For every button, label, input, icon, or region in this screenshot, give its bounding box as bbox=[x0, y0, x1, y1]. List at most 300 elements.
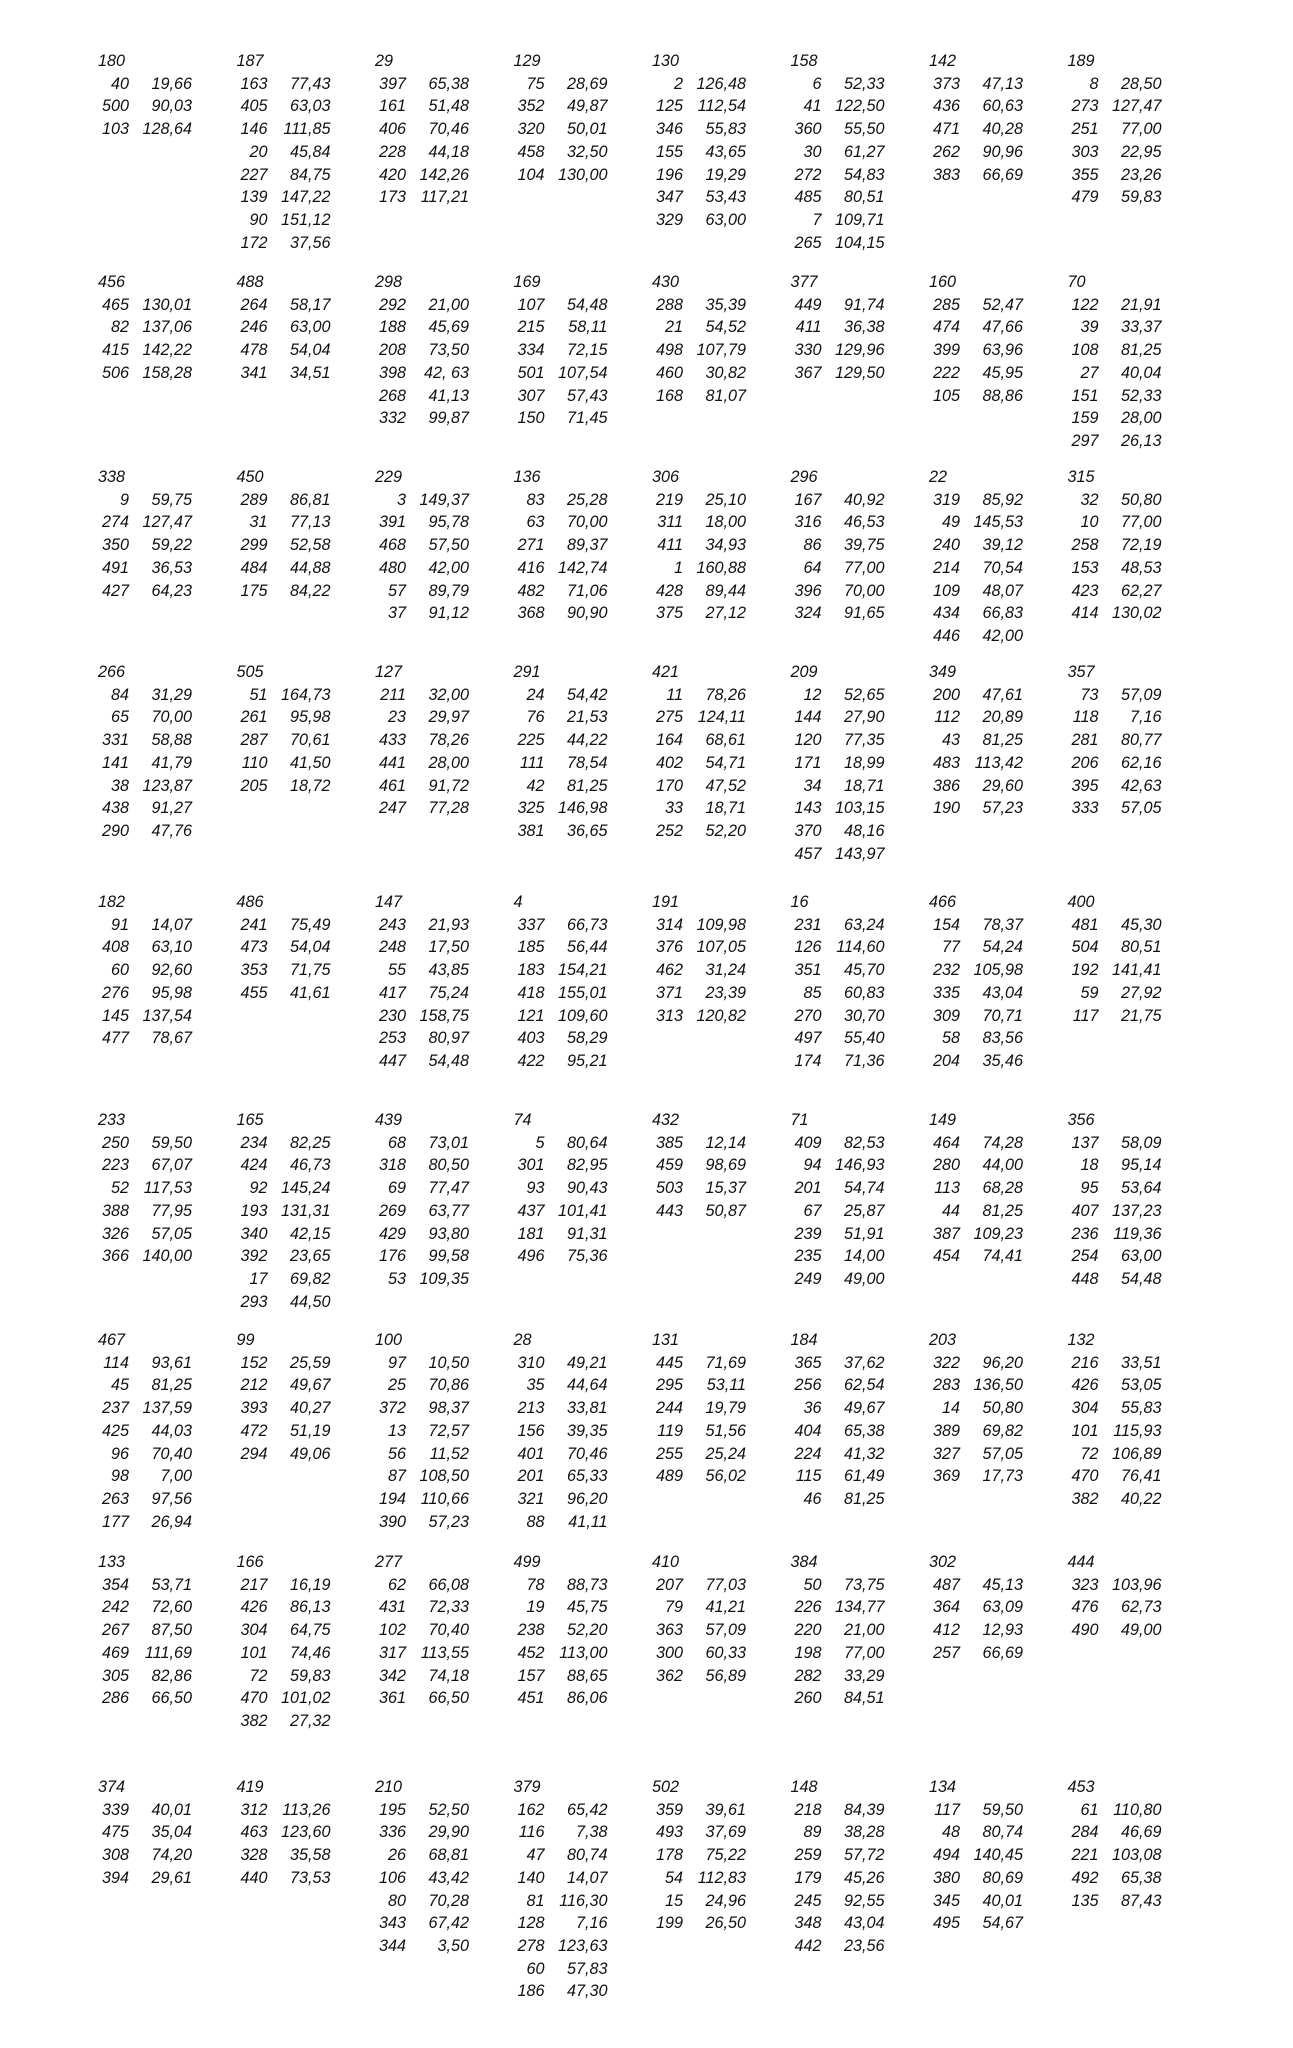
entry-row bbox=[1068, 1619, 1162, 1642]
entry-row bbox=[237, 209, 331, 232]
entry-row bbox=[652, 1596, 746, 1619]
entry-row bbox=[98, 914, 192, 937]
entry-value: 55,83 bbox=[705, 120, 746, 139]
entry-number: 36 bbox=[803, 1399, 822, 1418]
entry-block bbox=[1068, 466, 1207, 661]
entry-row bbox=[98, 1511, 192, 1534]
entry-value: 70,46 bbox=[428, 120, 469, 139]
block-header: 209 bbox=[790, 663, 818, 681]
entry-row bbox=[1068, 1352, 1162, 1375]
entry-row bbox=[375, 684, 469, 707]
entry-value: 81,25 bbox=[566, 776, 608, 795]
entry-number: 438 bbox=[101, 799, 129, 818]
entry-number: 241 bbox=[240, 915, 268, 934]
entry-value: 76,41 bbox=[1120, 1467, 1162, 1486]
entry-row bbox=[929, 1374, 1023, 1397]
entry-block bbox=[98, 466, 237, 661]
entry-row bbox=[237, 1821, 331, 1844]
entry-value: 113,26 bbox=[282, 1800, 331, 1819]
entry-number: 253 bbox=[378, 1029, 406, 1048]
entry-value: 35,46 bbox=[982, 1051, 1023, 1070]
entry-value: 20,89 bbox=[982, 708, 1023, 727]
entry-value: 80,97 bbox=[428, 1029, 469, 1048]
entry-row bbox=[237, 1619, 331, 1642]
entry-row bbox=[237, 141, 331, 164]
entry-number: 353 bbox=[240, 961, 268, 980]
entry-number: 457 bbox=[794, 844, 822, 863]
entry-value: 14,00 bbox=[843, 1247, 885, 1266]
entry-row bbox=[375, 1665, 469, 1688]
entry-value: 57,09 bbox=[705, 1621, 746, 1640]
entry-value: 51,19 bbox=[289, 1421, 331, 1440]
entry-value: 91,65 bbox=[843, 604, 885, 623]
entry-value: 146,93 bbox=[834, 1156, 885, 1175]
entry-number: 460 bbox=[655, 363, 683, 382]
entry-number: 92 bbox=[249, 1179, 268, 1198]
entry-block bbox=[98, 891, 237, 1109]
entry-row bbox=[1068, 1132, 1162, 1155]
entry-value: 41,21 bbox=[705, 1598, 746, 1617]
entry-row bbox=[929, 1050, 1023, 1073]
entry-value: 57,05 bbox=[982, 1444, 1023, 1463]
entry-number: 47 bbox=[526, 1846, 545, 1865]
block-header: 70 bbox=[1067, 273, 1086, 291]
entry-number: 154 bbox=[932, 915, 960, 934]
entry-value: 65,38 bbox=[843, 1421, 885, 1440]
entry-number: 454 bbox=[932, 1247, 960, 1266]
entry-number: 418 bbox=[517, 983, 545, 1002]
entry-number: 108 bbox=[1071, 341, 1099, 360]
entry-row bbox=[791, 511, 885, 534]
entry-number: 301 bbox=[517, 1156, 545, 1175]
block-header: 142 bbox=[929, 52, 957, 70]
entry-row bbox=[1068, 1465, 1162, 1488]
entry-value: 42,00 bbox=[428, 558, 469, 577]
entry-row bbox=[514, 1687, 608, 1710]
entry-row bbox=[1068, 1177, 1162, 1200]
entry-number: 258 bbox=[1071, 536, 1099, 555]
entry-row bbox=[237, 1420, 331, 1443]
entry-value: 82,25 bbox=[289, 1133, 331, 1152]
entry-row bbox=[929, 339, 1023, 362]
entry-block bbox=[237, 891, 376, 1109]
entry-row bbox=[929, 914, 1023, 937]
entry-row bbox=[98, 1397, 192, 1420]
entry-number: 423 bbox=[1071, 581, 1099, 600]
block-header: 291 bbox=[513, 663, 541, 681]
entry-value: 7,00 bbox=[160, 1467, 192, 1486]
entry-value: 70,46 bbox=[566, 1444, 608, 1463]
entry-block bbox=[375, 1109, 514, 1329]
entry-value: 49,00 bbox=[843, 1269, 885, 1288]
entry-value: 136,50 bbox=[973, 1376, 1023, 1395]
entry-value: 68,61 bbox=[705, 731, 746, 750]
entry-number: 304 bbox=[240, 1621, 268, 1640]
entry-value: 59,50 bbox=[982, 1800, 1023, 1819]
entry-value: 49,00 bbox=[1120, 1621, 1162, 1640]
entry-number: 426 bbox=[240, 1598, 268, 1617]
entry-number: 479 bbox=[1071, 188, 1099, 207]
entry-number: 235 bbox=[794, 1247, 822, 1266]
entry-row bbox=[375, 1619, 469, 1642]
entry-value: 73,53 bbox=[289, 1868, 331, 1887]
entry-number: 422 bbox=[517, 1051, 545, 1070]
entry-value: 81,25 bbox=[982, 1201, 1023, 1220]
entry-number: 212 bbox=[240, 1376, 268, 1395]
block-header: 356 bbox=[1067, 1111, 1095, 1129]
entry-row bbox=[652, 339, 746, 362]
entry-number: 128 bbox=[517, 1914, 545, 1933]
entry-value: 107,05 bbox=[696, 938, 746, 957]
entry-row bbox=[791, 752, 885, 775]
block-header: 410 bbox=[652, 1553, 680, 1571]
entry-value: 41,11 bbox=[568, 1512, 608, 1531]
entry-value: 66,50 bbox=[428, 1689, 469, 1708]
entry-number: 469 bbox=[101, 1643, 129, 1662]
entry-number: 106 bbox=[378, 1868, 406, 1887]
entry-value: 31,24 bbox=[705, 961, 746, 980]
entry-value: 57,50 bbox=[428, 536, 469, 555]
entry-number: 386 bbox=[932, 776, 960, 795]
entry-number: 494 bbox=[932, 1846, 960, 1865]
entry-number: 310 bbox=[517, 1353, 545, 1372]
entry-value: 109,60 bbox=[557, 1006, 608, 1025]
entry-row bbox=[791, 936, 885, 959]
entry-row bbox=[237, 489, 331, 512]
entry-value: 80,69 bbox=[982, 1868, 1023, 1887]
entry-row bbox=[237, 914, 331, 937]
entry-block bbox=[375, 50, 514, 271]
block-header: 453 bbox=[1067, 1778, 1095, 1796]
entry-row bbox=[375, 752, 469, 775]
entry-number: 487 bbox=[932, 1575, 960, 1594]
entry-row bbox=[98, 729, 192, 752]
entry-row bbox=[98, 1420, 192, 1443]
entry-number: 319 bbox=[932, 490, 960, 509]
entry-number: 271 bbox=[517, 536, 545, 555]
entry-value: 141,41 bbox=[1111, 961, 1162, 980]
entry-number: 168 bbox=[655, 386, 683, 405]
entry-row bbox=[237, 1223, 331, 1246]
entry-value: 57,72 bbox=[843, 1846, 885, 1865]
entry-value: 73,75 bbox=[843, 1575, 885, 1594]
entry-number: 89 bbox=[803, 1823, 822, 1842]
entry-number: 261 bbox=[240, 708, 268, 727]
entry-number: 23 bbox=[387, 708, 406, 727]
entry-row bbox=[375, 1642, 469, 1665]
entry-row bbox=[237, 684, 331, 707]
entry-value: 51,48 bbox=[428, 97, 469, 116]
entry-row bbox=[929, 164, 1023, 187]
entry-row bbox=[514, 1488, 608, 1511]
entry-value: 120,82 bbox=[696, 1006, 746, 1025]
entry-number: 465 bbox=[101, 295, 129, 314]
entry-row bbox=[652, 729, 746, 752]
entry-row bbox=[929, 1420, 1023, 1443]
block-header: 444 bbox=[1067, 1553, 1095, 1571]
entry-value: 49,06 bbox=[289, 1444, 331, 1463]
entry-value: 27,12 bbox=[705, 604, 746, 623]
entry-row bbox=[929, 1177, 1023, 1200]
entry-number: 178 bbox=[655, 1846, 683, 1865]
entry-row bbox=[652, 775, 746, 798]
entry-row bbox=[791, 1397, 885, 1420]
entry-block bbox=[652, 1776, 791, 2025]
entry-row bbox=[929, 1132, 1023, 1155]
entry-row bbox=[929, 625, 1023, 648]
entry-row bbox=[1068, 1154, 1162, 1177]
entry-number: 67 bbox=[803, 1201, 822, 1220]
entry-value: 91,72 bbox=[428, 776, 469, 795]
entry-row bbox=[791, 1799, 885, 1822]
entry-value: 77,95 bbox=[151, 1201, 192, 1220]
entry-row bbox=[514, 1958, 608, 1981]
entry-value: 43,65 bbox=[705, 142, 746, 161]
entry-row bbox=[1068, 1005, 1162, 1028]
entry-number: 2 bbox=[673, 74, 683, 93]
entry-number: 5 bbox=[535, 1133, 545, 1152]
entry-value: 12,14 bbox=[705, 1133, 746, 1152]
entry-value: 41,13 bbox=[428, 386, 469, 405]
entry-block bbox=[791, 1776, 930, 2025]
entry-row bbox=[791, 164, 885, 187]
entry-number: 42 bbox=[526, 776, 545, 795]
entry-row bbox=[98, 1200, 192, 1223]
entry-value: 77,00 bbox=[843, 558, 885, 577]
entry-row bbox=[652, 1352, 746, 1375]
entry-value: 36,38 bbox=[843, 318, 885, 337]
entry-block bbox=[98, 1551, 237, 1776]
entry-number: 57 bbox=[387, 581, 406, 600]
entry-block bbox=[514, 1109, 653, 1329]
entry-row bbox=[375, 534, 469, 557]
entry-row bbox=[514, 489, 608, 512]
entry-number: 327 bbox=[932, 1444, 960, 1463]
entry-value: 50,87 bbox=[705, 1201, 746, 1220]
entry-row bbox=[791, 73, 885, 96]
entry-row bbox=[237, 1596, 331, 1619]
entry-row bbox=[514, 1619, 608, 1642]
block-header: 432 bbox=[652, 1111, 680, 1129]
entry-number: 205 bbox=[240, 776, 268, 795]
entry-row bbox=[237, 1352, 331, 1375]
entry-number: 385 bbox=[655, 1133, 683, 1152]
entry-value: 38,28 bbox=[843, 1823, 885, 1842]
entry-number: 411 bbox=[657, 536, 683, 555]
entry-number: 392 bbox=[240, 1247, 268, 1266]
entry-value: 52,58 bbox=[289, 536, 331, 555]
entry-block bbox=[929, 1329, 1068, 1551]
entry-value: 28,69 bbox=[566, 74, 608, 93]
entry-number: 390 bbox=[378, 1512, 406, 1531]
entry-number: 101 bbox=[1071, 1421, 1099, 1440]
entry-number: 19 bbox=[526, 1598, 545, 1617]
entry-value: 40,27 bbox=[289, 1399, 331, 1418]
entry-value: 81,25 bbox=[1120, 341, 1162, 360]
entry-number: 451 bbox=[517, 1689, 545, 1708]
entry-row bbox=[237, 95, 331, 118]
entry-number: 208 bbox=[378, 341, 406, 360]
entry-row bbox=[1068, 362, 1162, 385]
entry-row bbox=[514, 982, 608, 1005]
entry-row bbox=[1068, 1844, 1162, 1867]
entry-number: 503 bbox=[655, 1179, 683, 1198]
entry-row bbox=[375, 797, 469, 820]
entry-value: 71,45 bbox=[566, 409, 608, 428]
entry-value: 50,01 bbox=[566, 120, 608, 139]
entry-number: 398 bbox=[378, 363, 406, 382]
entry-row bbox=[514, 339, 608, 362]
entry-row bbox=[929, 1574, 1023, 1597]
entry-value: 33,37 bbox=[1120, 318, 1162, 337]
block-header: 169 bbox=[513, 273, 541, 291]
entry-value: 27,90 bbox=[843, 708, 885, 727]
entry-row bbox=[652, 385, 746, 408]
entry-row bbox=[791, 1488, 885, 1511]
entry-number: 1 bbox=[673, 558, 683, 577]
entry-number: 255 bbox=[655, 1444, 683, 1463]
block-header: 302 bbox=[929, 1553, 957, 1571]
entry-row bbox=[375, 1352, 469, 1375]
entry-number: 323 bbox=[1071, 1575, 1099, 1594]
entry-value: 90,90 bbox=[566, 604, 608, 623]
entry-row bbox=[237, 1291, 331, 1314]
entry-row bbox=[98, 1844, 192, 1867]
entry-value: 70,40 bbox=[428, 1621, 469, 1640]
entry-value: 57,05 bbox=[151, 1224, 192, 1243]
entry-row bbox=[1068, 1488, 1162, 1511]
block-header: 421 bbox=[652, 663, 680, 681]
entry-row bbox=[652, 95, 746, 118]
entry-value: 110,66 bbox=[420, 1489, 469, 1508]
entry-number: 65 bbox=[110, 708, 129, 727]
entry-row bbox=[514, 1821, 608, 1844]
entry-row bbox=[791, 294, 885, 317]
entry-value: 131,31 bbox=[280, 1201, 331, 1220]
entry-row bbox=[514, 164, 608, 187]
entry-number: 46 bbox=[803, 1489, 822, 1508]
entry-row bbox=[514, 1935, 608, 1958]
entry-number: 249 bbox=[794, 1269, 822, 1288]
entry-number: 61 bbox=[1080, 1800, 1099, 1819]
entry-number: 397 bbox=[378, 74, 406, 93]
entry-number: 183 bbox=[517, 961, 545, 980]
entry-number: 38 bbox=[110, 776, 129, 795]
entry-row bbox=[791, 1596, 885, 1619]
entry-row bbox=[1068, 1200, 1162, 1223]
entry-value: 58,09 bbox=[1120, 1133, 1162, 1152]
entry-row bbox=[1068, 489, 1162, 512]
entry-value: 29,61 bbox=[151, 1868, 192, 1887]
entry-value: 70,28 bbox=[428, 1891, 469, 1910]
entry-value: 30,70 bbox=[843, 1006, 885, 1025]
entry-value: 26,94 bbox=[151, 1512, 192, 1531]
entry-value: 40,28 bbox=[982, 120, 1023, 139]
entry-row bbox=[929, 1799, 1023, 1822]
entry-block bbox=[791, 1329, 930, 1551]
entry-value: 35,58 bbox=[289, 1846, 331, 1865]
entry-value: 70,00 bbox=[151, 708, 192, 727]
entry-number: 442 bbox=[794, 1936, 822, 1955]
entry-number: 345 bbox=[932, 1891, 960, 1910]
entry-value: 57,23 bbox=[982, 799, 1023, 818]
entry-number: 50 bbox=[803, 1575, 822, 1594]
entry-value: 56,44 bbox=[566, 938, 608, 957]
entry-value: 124,11 bbox=[697, 708, 746, 727]
entry-row bbox=[929, 1821, 1023, 1844]
entry-row bbox=[375, 936, 469, 959]
entry-block bbox=[98, 1776, 237, 2025]
block-header: 400 bbox=[1067, 893, 1095, 911]
entry-row bbox=[791, 797, 885, 820]
entry-row bbox=[514, 1867, 608, 1890]
entry-value: 54,48 bbox=[566, 295, 608, 314]
entry-value: 80,74 bbox=[566, 1846, 608, 1865]
entry-value: 46,73 bbox=[289, 1156, 331, 1175]
entry-number: 143 bbox=[794, 799, 822, 818]
entry-number: 383 bbox=[932, 165, 960, 184]
entry-block bbox=[652, 271, 791, 466]
entry-number: 264 bbox=[240, 295, 268, 314]
entry-number: 151 bbox=[1071, 386, 1099, 405]
entry-row bbox=[791, 1420, 885, 1443]
entry-block bbox=[1068, 271, 1207, 466]
entry-block bbox=[929, 1551, 1068, 1776]
entry-value: 48,53 bbox=[1120, 558, 1162, 577]
entry-value: 80,50 bbox=[428, 1156, 469, 1175]
entry-value: 48,16 bbox=[843, 821, 885, 840]
entry-number: 86 bbox=[803, 536, 822, 555]
entry-number: 373 bbox=[932, 74, 960, 93]
entry-number: 137 bbox=[1071, 1133, 1099, 1152]
entry-row bbox=[791, 1245, 885, 1268]
entry-value: 101,41 bbox=[557, 1201, 608, 1220]
entry-number: 433 bbox=[378, 731, 406, 750]
entry-value: 71,69 bbox=[705, 1353, 746, 1372]
entry-number: 317 bbox=[378, 1643, 406, 1662]
entry-block bbox=[791, 891, 930, 1109]
entry-number: 429 bbox=[378, 1224, 406, 1243]
block-header: 467 bbox=[98, 1331, 126, 1349]
entry-row bbox=[652, 1821, 746, 1844]
entry-row bbox=[1068, 186, 1162, 209]
entry-number: 95 bbox=[1080, 1179, 1099, 1198]
entry-block bbox=[514, 271, 653, 466]
entry-block bbox=[791, 1551, 930, 1776]
entry-value: 62,27 bbox=[1120, 581, 1162, 600]
entry-row bbox=[375, 1050, 469, 1073]
entry-number: 314 bbox=[655, 915, 683, 934]
entry-number: 53 bbox=[387, 1269, 406, 1288]
entry-number: 55 bbox=[387, 961, 406, 980]
entry-block bbox=[1068, 661, 1207, 891]
entry-row bbox=[514, 385, 608, 408]
entry-number: 286 bbox=[101, 1689, 129, 1708]
entry-number: 415 bbox=[101, 341, 129, 360]
entry-value: 57,09 bbox=[1120, 685, 1162, 704]
entry-row bbox=[929, 580, 1023, 603]
block-header: 182 bbox=[98, 893, 126, 911]
entry-number: 31 bbox=[249, 513, 268, 532]
entry-number: 72 bbox=[1080, 1444, 1099, 1463]
entry-row bbox=[1068, 1867, 1162, 1890]
entry-value: 78,37 bbox=[982, 915, 1023, 934]
entry-number: 82 bbox=[110, 318, 129, 337]
entry-row bbox=[1068, 982, 1162, 1005]
block-header: 210 bbox=[375, 1778, 403, 1796]
entry-row bbox=[652, 1154, 746, 1177]
entry-row bbox=[98, 1154, 192, 1177]
